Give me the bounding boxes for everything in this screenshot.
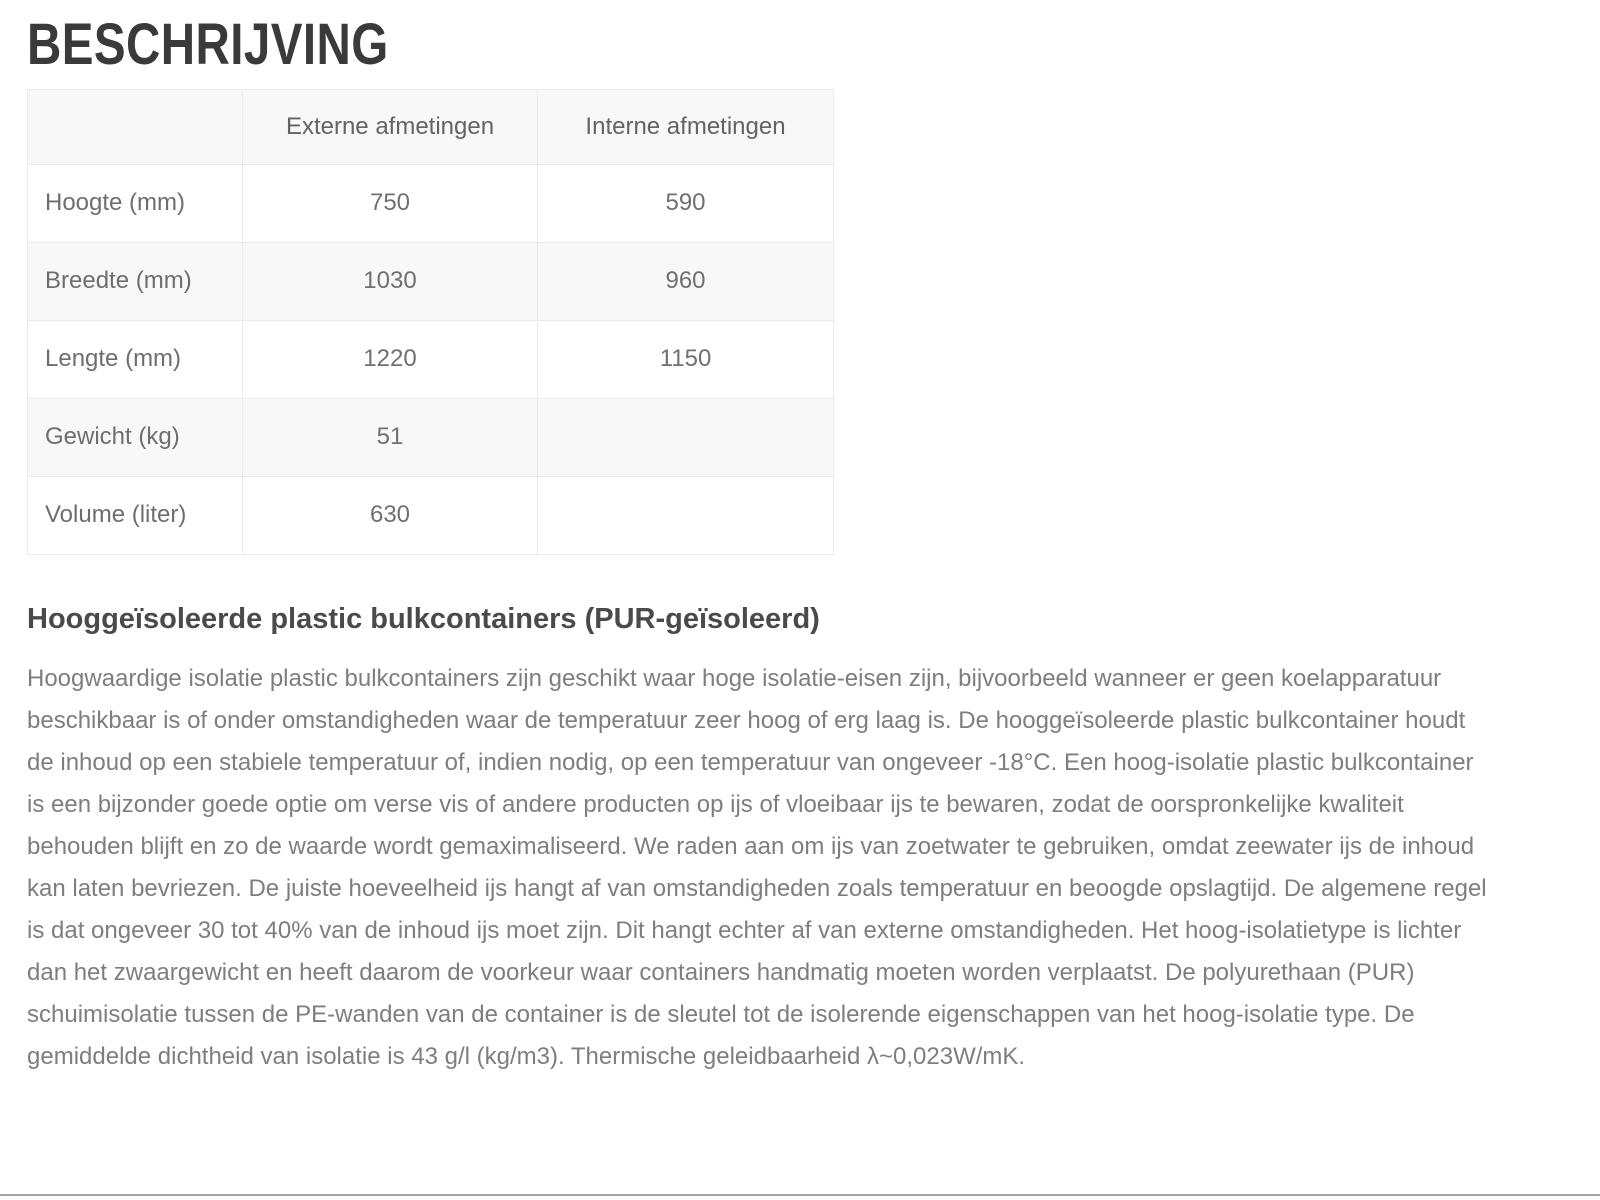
table-row-gewicht (28, 398, 834, 476)
cell-internal-value: 590 (538, 164, 834, 242)
bottom-divider (0, 1194, 1600, 1196)
row-label: Breedte (mm) (28, 242, 243, 320)
table-row-hoogte (28, 164, 834, 242)
row-label: Volume (liter) (28, 476, 243, 554)
table-row-breedte (28, 242, 834, 320)
section-subheading: Hooggeïsoleerde plastic bulkcontainers (PUR-geïsoleerd) (27, 602, 820, 635)
row-label: Lengte (mm) (28, 320, 243, 398)
description-paragraph: Hoogwaardige isolatie plastic bulkcontainers zijn geschikt waar hoge isolatie-eisen zijn, bijvoorbeeld wanneer er geen koelapparatuur beschikbaar is of onder omstandigheden waar de temperatuur zeer hoog of erg laag is. De hooggeïsoleerde plastic bulkcontainer houdt de inhoud op een stabiele temperatuur of, indien nodig, op een temperatuur van ongeveer -18°C. Een hoog-isolatie plastic bulkcontainer is een bijzonder goede optie om verse vis of andere producten op ijs of vloeibaar ijs te bewaren, zodat de oorspronkelijke kwaliteit behouden blijft en zo de waarde wordt gemaximaliseerd. We raden aan om ijs van zoetwater te gebruiken, omdat zeewater ijs de inhoud kan laten bevriezen. De juiste hoeveelheid ijs hangt af van omstandigheden zoals temperatuur en beoogde opslagtijd. De algemene regel is dat ongeveer 30 tot 40% van de inhoud ijs moet zijn. Dit hangt echter af van externe omstandigheden. Het hoog-isolatietype is lichter dan het zwaargewicht en heeft daarom de voorkeur waar containers handmatig moeten worden verplaatst. De polyurethaan (PUR) schuimisolatie tussen de PE-wanden van de container is de sleutel tot de isolerende eigenschappen van het hoog-isolatie type. De gemiddelde dichtheid van isolatie is 43 g/l (kg/m3). Thermische geleidbaarheid λ~0,023W/mK. (27, 665, 1487, 1071)
dimensions-table (27, 89, 834, 555)
cell-external-value: 1220 (243, 320, 538, 398)
cell-internal-value (538, 476, 834, 554)
cell-internal-value: 1150 (538, 320, 834, 398)
column-header-internal: Interne afmetingen (538, 89, 834, 164)
table-header-row (28, 89, 834, 164)
column-header-external: Externe afmetingen (243, 89, 538, 164)
table-row-volume (28, 476, 834, 554)
cell-external-value: 750 (243, 164, 538, 242)
column-header-empty (28, 89, 243, 164)
page-title: BESCHRIJVING (27, 12, 389, 77)
cell-internal-value: 960 (538, 242, 834, 320)
row-label: Hoogte (mm) (28, 164, 243, 242)
cell-external-value: 1030 (243, 242, 538, 320)
table-row-lengte (28, 320, 834, 398)
cell-internal-value (538, 398, 834, 476)
row-label: Gewicht (kg) (28, 398, 243, 476)
cell-external-value: 630 (243, 476, 538, 554)
cell-external-value: 51 (243, 398, 538, 476)
